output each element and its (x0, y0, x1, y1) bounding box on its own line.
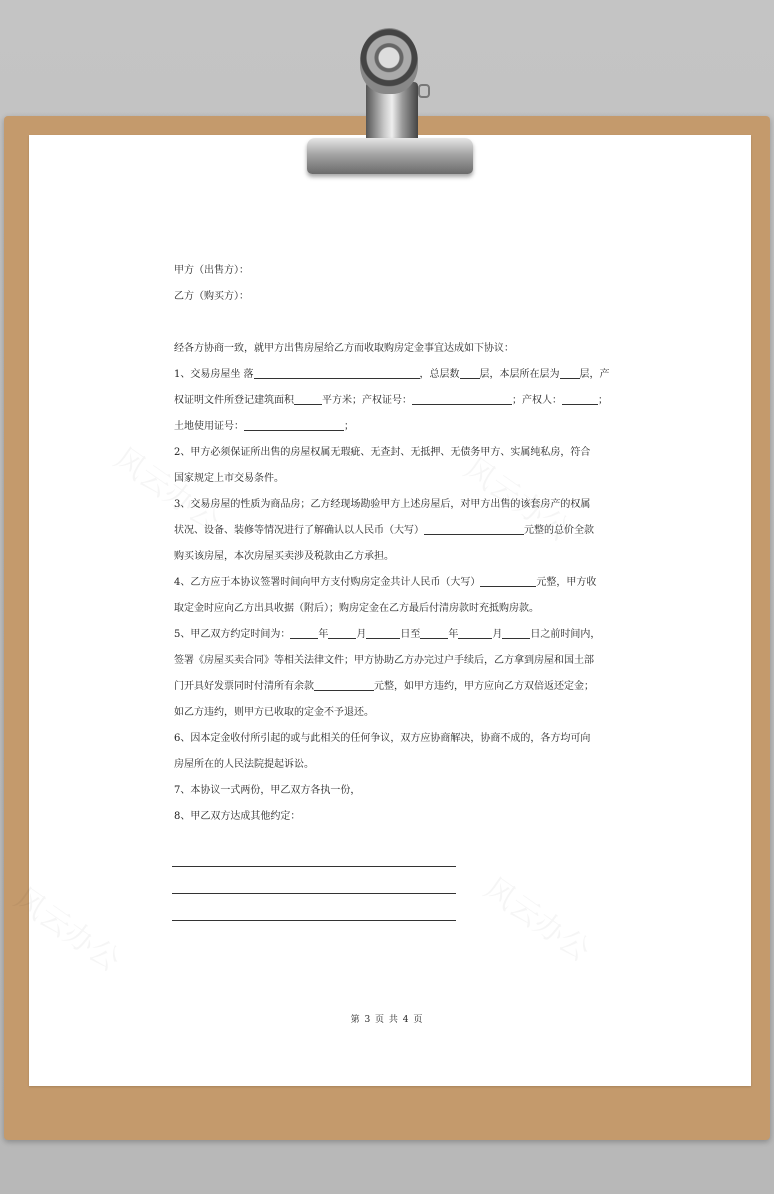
clause-6-line-2: 房屋所在的人民法院提起诉讼。 (174, 759, 314, 770)
clause-1-line-1: 1、交易房屋坐 落 ，总层数 层，本层所在层为 层，产 (174, 362, 604, 388)
clip-hook (418, 84, 430, 98)
total-price-blank (424, 522, 524, 535)
clause-5-line-4: 如乙方违约，则甲方已收取的定金不予退还。 (174, 707, 374, 718)
clause-8: 8、甲乙双方达成其他约定： (174, 811, 301, 822)
location-blank (254, 366, 420, 379)
party-a-line: 甲方（出售方）： (174, 265, 249, 276)
clause-5-line-2: 签署《房屋买卖合同》等相关法律文件；甲方协助乙方办完过户手续后，乙方拿到房屋和国土部 (174, 655, 594, 666)
clause-4-line-2: 取定金时应向乙方出具收据（附后）；购房定金在乙方最后付清房款时充抵购房款。 (174, 603, 539, 614)
area-blank (294, 392, 322, 405)
other-terms-line-2 (172, 893, 456, 894)
intro-text: 经各方协商一致，就甲方出售房屋给乙方而收取购房定金事宜达成如下协议： (174, 343, 514, 354)
clause-1-line-3: 土地使用证号： ； (174, 414, 604, 440)
contract-body (174, 258, 610, 830)
clause-3-line-3: 购买该房屋，本次房屋买卖涉及税款由乙方承担。 (174, 551, 394, 562)
other-terms-line-1 (172, 866, 456, 867)
balance-blank (314, 678, 374, 691)
floors-blank (460, 366, 480, 379)
binder-clip-ring-icon (360, 28, 418, 94)
page-number: 第 3 页 共 4 页 (350, 1015, 424, 1025)
clause-2-line-1: 2、甲方必须保证所出售的房屋权属无瑕疵、无查封、无抵押、无债务甲方、实属纯私房，符合 (174, 447, 591, 458)
land-cert-blank (244, 418, 344, 431)
clause-7: 7、本协议一式两份，甲乙双方各执一份， (174, 785, 361, 796)
clause-4-line-1: 4、乙方应于本协议签署时间向甲方支付购房定金共计人民币（大写） 元整，甲方收 (174, 570, 604, 596)
clause-6-line-1: 6、因本定金收付所引起的或与此相关的任何争议，双方应协商解决，协商不成的，各方均可向 (174, 733, 591, 744)
binder-clip-icon (307, 138, 473, 174)
clause-1-line-2: 权证明文件所登记建筑面积 平方米；产权证号： ；产权人： ； (174, 388, 604, 414)
clause-2-line-2: 国家规定上市交易条件。 (174, 473, 284, 484)
title-number-blank (412, 392, 512, 405)
clause-5-line-3: 门开具好发票同时付清所有余款 元整，如甲方违约，甲方应向乙方双倍返还定金； (174, 674, 604, 700)
watermark (477, 865, 601, 970)
party-b-line: 乙方（购买方）： (174, 291, 249, 302)
deposit-blank (480, 574, 536, 587)
other-terms-line-3 (172, 920, 456, 921)
clause-3-line-1: 3、交易房屋的性质为商品房；乙方经现场勘验甲方上述房屋后，对甲方出售的该套房产的权属 (174, 499, 591, 510)
clause-3-line-2: 状况、设备、装修等情况进行了解确认以人民币（大写） 元整的总价全款 (174, 518, 604, 544)
owner-blank (562, 392, 598, 405)
floor-blank (560, 366, 580, 379)
clause-5-line-1: 5、甲乙双方约定时间为： 年 月 日至 年 月 日之前时间内， (174, 622, 604, 648)
